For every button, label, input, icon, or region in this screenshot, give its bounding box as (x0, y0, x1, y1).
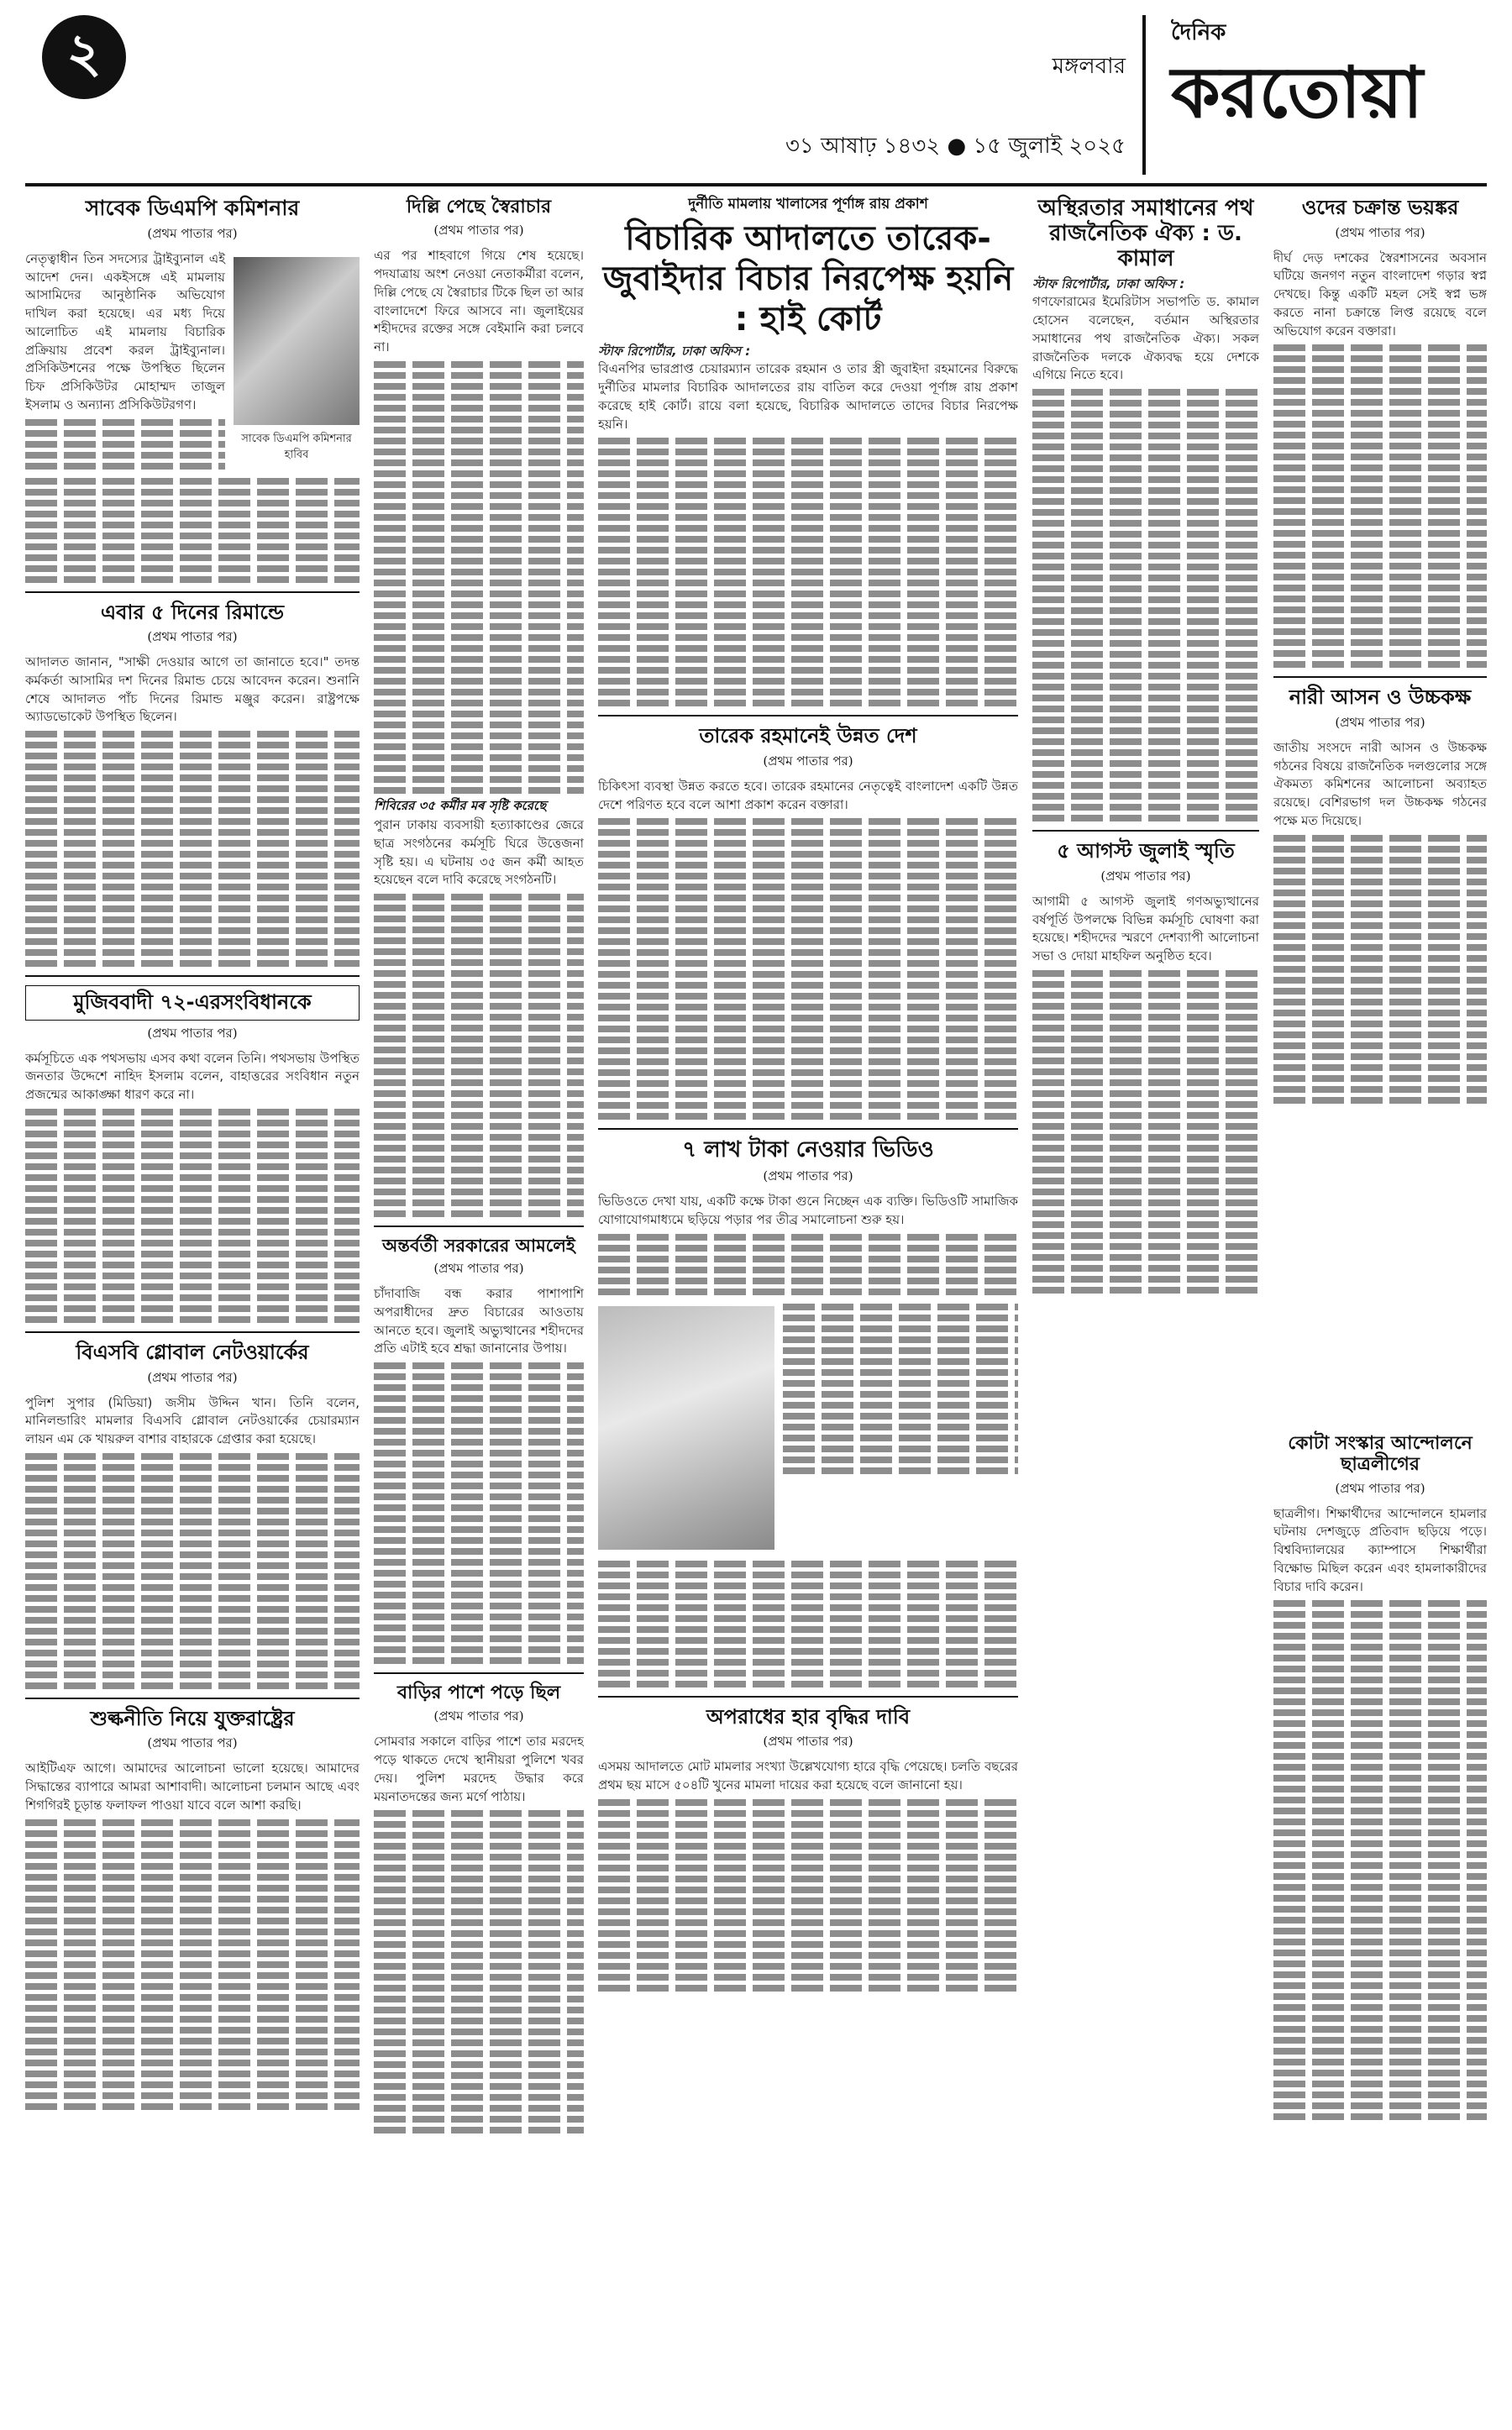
article-bsb (25, 1341, 360, 1689)
article-headline: বিচারিক আদালতে তারেক-জুবাইদার বিচার নিরপেক্ষ হয়নি : হাই কোর্ট (602, 218, 1014, 339)
article-body: আগামী ৫ আগস্ট জুলাই গণঅভ্যুত্থানের বর্ষপূর্তি উপলক্ষে বিভিন্ন কর্মসূচি ঘোষণা করা হয়েছে। শহীদদের স্মরণে দেশব্যাপী আলোচনা সভা ও দোয়া মাহফিল অনুষ্ঠিত হবে। (1032, 893, 1259, 964)
article-demand (598, 1706, 1018, 1992)
continuation-label: (প্রথম পাতার পর) (1100, 868, 1191, 884)
article-video (598, 1138, 1018, 1687)
masthead (25, 15, 1487, 175)
article-headline: কোটা সংস্কার আন্দোলনে ছাত্রলীগের (1288, 1433, 1473, 1476)
continuation-label: (প্রথম পাতার পর) (1335, 714, 1425, 730)
continuation-label: (প্রথম পাতার পর) (147, 1735, 238, 1751)
page-number: ২ (42, 15, 126, 99)
continuation-label: (প্রথম পাতার পর) (763, 753, 853, 769)
article-headline: নারী আসন ও উচ্চকক্ষ (1289, 685, 1472, 710)
column-5 (1273, 192, 1487, 1409)
column-3 (598, 192, 1018, 2409)
article-dilli (374, 197, 584, 794)
article-body: ভিডিওতে দেখা যায়, একটি কক্ষে টাকা গুনে নিচ্ছেন এক ব্যক্তি। ভিডিওটি সামাজিক যোগাযোগমাধ্যমে ছড়িয়ে পড়ার পর তীব্র সমালোচনা শুরু হয়। (598, 1194, 1018, 1228)
issue-day: মঙ্গলবার (1052, 54, 1126, 79)
continuation-label: (প্রথম পাতার পর) (1335, 1480, 1425, 1496)
article-kicker: দুর্নীতি মামলায় খালাসের পূর্ণাঙ্গ রায় প্রকাশ (688, 196, 928, 213)
article-headline: বাড়ির পাশে পড়ে ছিল (396, 1682, 561, 1704)
article-body: পুলিশ সুপার (মিডিয়া) জসীম উদ্দিন খান। তিনি বলেন, মানিলন্ডারিং মামলার বিএসবি গ্লোবাল নেটওয়ার্কের চেয়ারম্যান লায়ন এম কে খায়রুল বাশার বাহারকে গ্রেপ্তার করা হয়েছে। (25, 1394, 360, 1447)
continuation-label: (প্রথম পাতার পর) (433, 1261, 524, 1277)
article-headline: দিল্লি পেছে স্বৈরাচার (406, 197, 552, 218)
article-headline: ওদের চক্রান্ত ভয়ঙ্কর (1301, 196, 1459, 219)
article-body: কর্মসূচিতে এক পথসভায় এসব কথা বলেন তিনি। পথসভায় উপস্থিত জনতার উদ্দেশে নাহিদ ইসলাম বলেন, বাহাত্তরের সংবিধান নতুন প্রজন্মের আকাঙ্ক্ষা ধারণ করে না। (25, 1050, 360, 1103)
portrait-photo (234, 257, 360, 425)
continuation-label: (প্রথম পাতার পর) (763, 1168, 853, 1184)
article-bari (374, 1682, 584, 2133)
article-interim (374, 1236, 584, 1664)
article-byline: স্টাফ রিপোর্টার, ঢাকা অফিস : (1032, 276, 1185, 291)
continuation-label: (প্রথম পাতার পর) (1335, 224, 1425, 240)
article-headline: সাবেক ডিএমপি কমিশনার (85, 196, 300, 220)
article-sheet (374, 799, 584, 1217)
article-headline: তারেক রহমানেই উন্নত দেশ (699, 724, 917, 748)
article-body: দীর্ঘ দেড় দশকের স্বৈরশাসনের অবসান ঘটিয়ে জনগণ নতুন বাংলাদেশ গড়ার স্বপ্ন দেখছে। কিন্তু একটি মহল সেই স্বপ্ন ভঙ্গ করতে নানা চক্রান্তে লিপ্ত রয়েছে বলে অভিযোগ করেন বক্তারা। (1273, 249, 1487, 339)
column-4 (1032, 192, 1259, 2409)
logo-name: করতোয়া (1171, 51, 1423, 134)
article-headline: অপরাধের হার বৃদ্ধির দাবি (706, 1704, 911, 1729)
photo-caption: সাবেক ডিএমপি কমিশনার হাবিব (241, 432, 352, 461)
issue-date: ৩১ আষাঢ় ১৪৩২ ● ১৫ জুলাই ২০২৫ (785, 134, 1126, 159)
article-tariff (25, 1708, 360, 2110)
article-body: বিএনপির ভারপ্রাপ্ত চেয়ারম্যান তারেক রহমান ও তার স্ত্রী জুবাইদা রহমানের বিরুদ্ধে দুর্নীতির মামলার বিচারিক আদালতের রায় বাতিল করে দেওয়া পূর্ণাঙ্গ রায় প্রকাশ করেছে হাই কোর্ট। রায়ে বলা হয়েছে, বিচারিক আদালতে তাদের বিচার নিরপেক্ষ হয়নি। (598, 361, 1018, 432)
continuation-label: (প্রথম পাতার পর) (433, 223, 524, 239)
continuation-label: (প্রথম পাতার পর) (147, 1369, 238, 1385)
article-mujib (25, 985, 360, 1323)
article-body: আদালত জানান, "সাক্ষী দেওয়ার আগে তা জানাতে হবে।" তদন্ত কর্মকর্তা আসামির দশ দিনের রিমান্ড চেয়ে আবেদন করেন। শুনানি শেষে আদালত পাঁচ দিনের রিমান্ড মঞ্জুর করেন। রাষ্ট্রপক্ষে অ্যাডভোকেট উপস্থিত ছিলেন। (25, 654, 360, 725)
article-headline: মুজিববাদী ৭২-এরসংবিধানকে (25, 985, 360, 1021)
article-quota (1273, 1433, 1487, 2120)
masthead-rule (25, 183, 1487, 186)
article-body: গণফোরামের ইমেরিটাস সভাপতি ড. কামাল হোসেন বলেছেন, বর্তমান অস্থিরতার সমাধানের পথ রাজনৈতিক ঐক্য। সকল রাজনৈতিক দলকে ঐক্যবদ্ধ হয়ে দেশকে এগিয়ে নিতে হবে। (1032, 294, 1259, 383)
article-headline: শুল্কনীতি নিয়ে যুক্তরাষ্ট্রের (90, 1706, 295, 1730)
article-body: পুরান ঢাকায় ব্যবসায়ী হত্যাকাণ্ডের জেরে ছাত্র সংগঠনের কর্মসূচি ঘিরে উত্তেজনা সৃষ্টি হয়। এ ঘটনায় ৩৫ জন কর্মী আহত হয়েছেন বলে দাবি করেছে সংগঠনটি। (374, 817, 584, 888)
article-body: ছাত্রলীগ। শিক্ষার্থীদের আন্দোলনে হামলার ঘটনায় দেশজুড়ে প্রতিবাদ ছড়িয়ে পড়ে। বিশ্ববিদ্যালয়ের ক্যাম্পাসে শিক্ষার্থীরা বিক্ষোভ মিছিল করেন এবং হামলাকারীদের বিচার দাবি করেন। (1273, 1505, 1487, 1594)
article-body: চাঁদাবাজি বন্ধ করার পাশাপাশি অপরাধীদের দ্রুত বিচারের আওতায় আনতে হবে। জুলাই অভ্যুত্থানের শহীদদের প্রতি এটাই হবে শ্রদ্ধা জানানোর উপায়। (374, 1286, 584, 1357)
article-remand (25, 601, 360, 968)
article-aug5 (1032, 840, 1259, 1294)
continuation-label: (প্রথম পাতার পর) (433, 1708, 524, 1724)
news-photo (598, 1306, 774, 1550)
article-tarek (598, 725, 1018, 1120)
article-instability (1032, 197, 1259, 821)
article-headline: অস্থিরতার সমাধানের পথ রাজনৈতিক ঐক্য : ড. কামাল (1037, 196, 1254, 271)
article-headline: ৫ আগস্ট জুলাই স্মৃতি (1057, 839, 1235, 863)
article-body: নেতৃত্বাধীন তিন সদস্যের ট্রাইব্যুনাল এই আদেশ দেন। একইসঙ্গে এই মামলায় আসামিদের আনুষ্ঠানিক অভিযোগ দাখিল করা হয়েছে। এর মধ্য দিয়ে আলোচিত এই মামলায় বিচারিক প্রক্রিয়ায় প্রবেশ করল ট্রাইব্যুনাল। প্রসিকিউশনের পক্ষে উপস্থিত ছিলেন চিফ প্রসিকিউটর মোহাম্মদ তাজুল ইসলাম ও অন্যান্য প্রসিকিউটরগণ। (25, 250, 225, 412)
article-women (1273, 686, 1487, 1103)
article-headline: ৭ লাখ টাকা নেওয়ার ভিডিও (682, 1137, 934, 1163)
column-2 (374, 192, 584, 2409)
continuation-label: (প্রথম পাতার পর) (147, 1025, 238, 1041)
article-conspiracy (1273, 197, 1487, 668)
logo-small-text: দৈনিক (1171, 20, 1226, 45)
article-headline: অন্তর্বর্তী সরকারের আমলেই (382, 1236, 575, 1257)
newspaper-logo (1142, 15, 1478, 175)
article-byline: স্টাফ রিপোর্টার, ঢাকা অফিস : (598, 343, 751, 359)
continuation-label: (প্রথম পাতার পর) (147, 629, 238, 645)
continuation-label: (প্রথম পাতার পর) (147, 225, 238, 241)
article-headline: এবার ৫ দিনের রিমান্ডে (100, 600, 285, 624)
article-subhead: শিবিরের ৩৫ কর্মীর মৰ সৃষ্টি করেছে (374, 797, 547, 813)
article-body: এর পর শাহবাগে গিয়ে শেষ হয়েছে। পদযাত্রায় অংশ নেওয়া নেতাকর্মীরা বলেন, দিল্লি পেছে যে স্বৈরাচার টিকে ছিল তা আর বাংলাদেশে ফিরে আসবে না। জুলাইয়ের শহীদদের রক্তের সঙ্গে বেইমানি করা চলবে না। (374, 248, 584, 355)
article-headline: বিএসবি গ্লোবাল নেটওয়ার্কের (76, 1340, 309, 1364)
article-body: জাতীয় সংসদে নারী আসন ও উচ্চকক্ষ গঠনের বিষয়ে রাজনৈতিক দলগুলোর সঙ্গে ঐকমত্য কমিশনের আলোচনা অব্যাহত রয়েছে। বেশিরভাগ দল উচ্চকক্ষ গঠনের পক্ষে মত দিয়েছে। (1273, 739, 1487, 828)
article-court (598, 197, 1018, 706)
article-body: এসময় আদালতে মোট মামলার সংখ্যা উল্লেখযোগ্য হারে বৃদ্ধি পেয়েছে। চলতি বছরের প্রথম ছয় মাসে ৫০৪টি খুনের মামলা দায়ের করা হয়েছে বলে জানানো হয়। (598, 1759, 1018, 1793)
article-body: আইটিএফ আগে। আমাদের আলোচনা ভালো হয়েছে। আমাদের সিদ্ধান্তের ব্যাপারে আমরা আশাবাদী। আলোচনা চলমান আছে এবং শিগগিরই চূড়ান্ত ফলাফল পাওয়া যাবে বলে আশা করছি। (25, 1761, 360, 1813)
article-body: চিকিৎসা ব্যবস্থা উন্নত করতে হবে। তারেক রহমানের নেতৃত্বেই বাংলাদেশ একটি উন্নত দেশে পরিণত হবে বলে আশা প্রকাশ করেন বক্তারা। (598, 778, 1018, 812)
column-1 (25, 192, 360, 2409)
article-dmp (25, 197, 360, 583)
article-quota-block (1273, 1428, 1487, 2402)
article-body: সোমবার সকালে বাড়ির পাশে তার মরদেহ পড়ে থাকতে দেখে স্থানীয়রা পুলিশে খবর দেয়। পুলিশ মরদেহ উদ্ধার করে ময়নাতদন্তের জন্য মর্গে পাঠায়। (374, 1734, 584, 1804)
continuation-label: (প্রথম পাতার পর) (763, 1734, 853, 1750)
